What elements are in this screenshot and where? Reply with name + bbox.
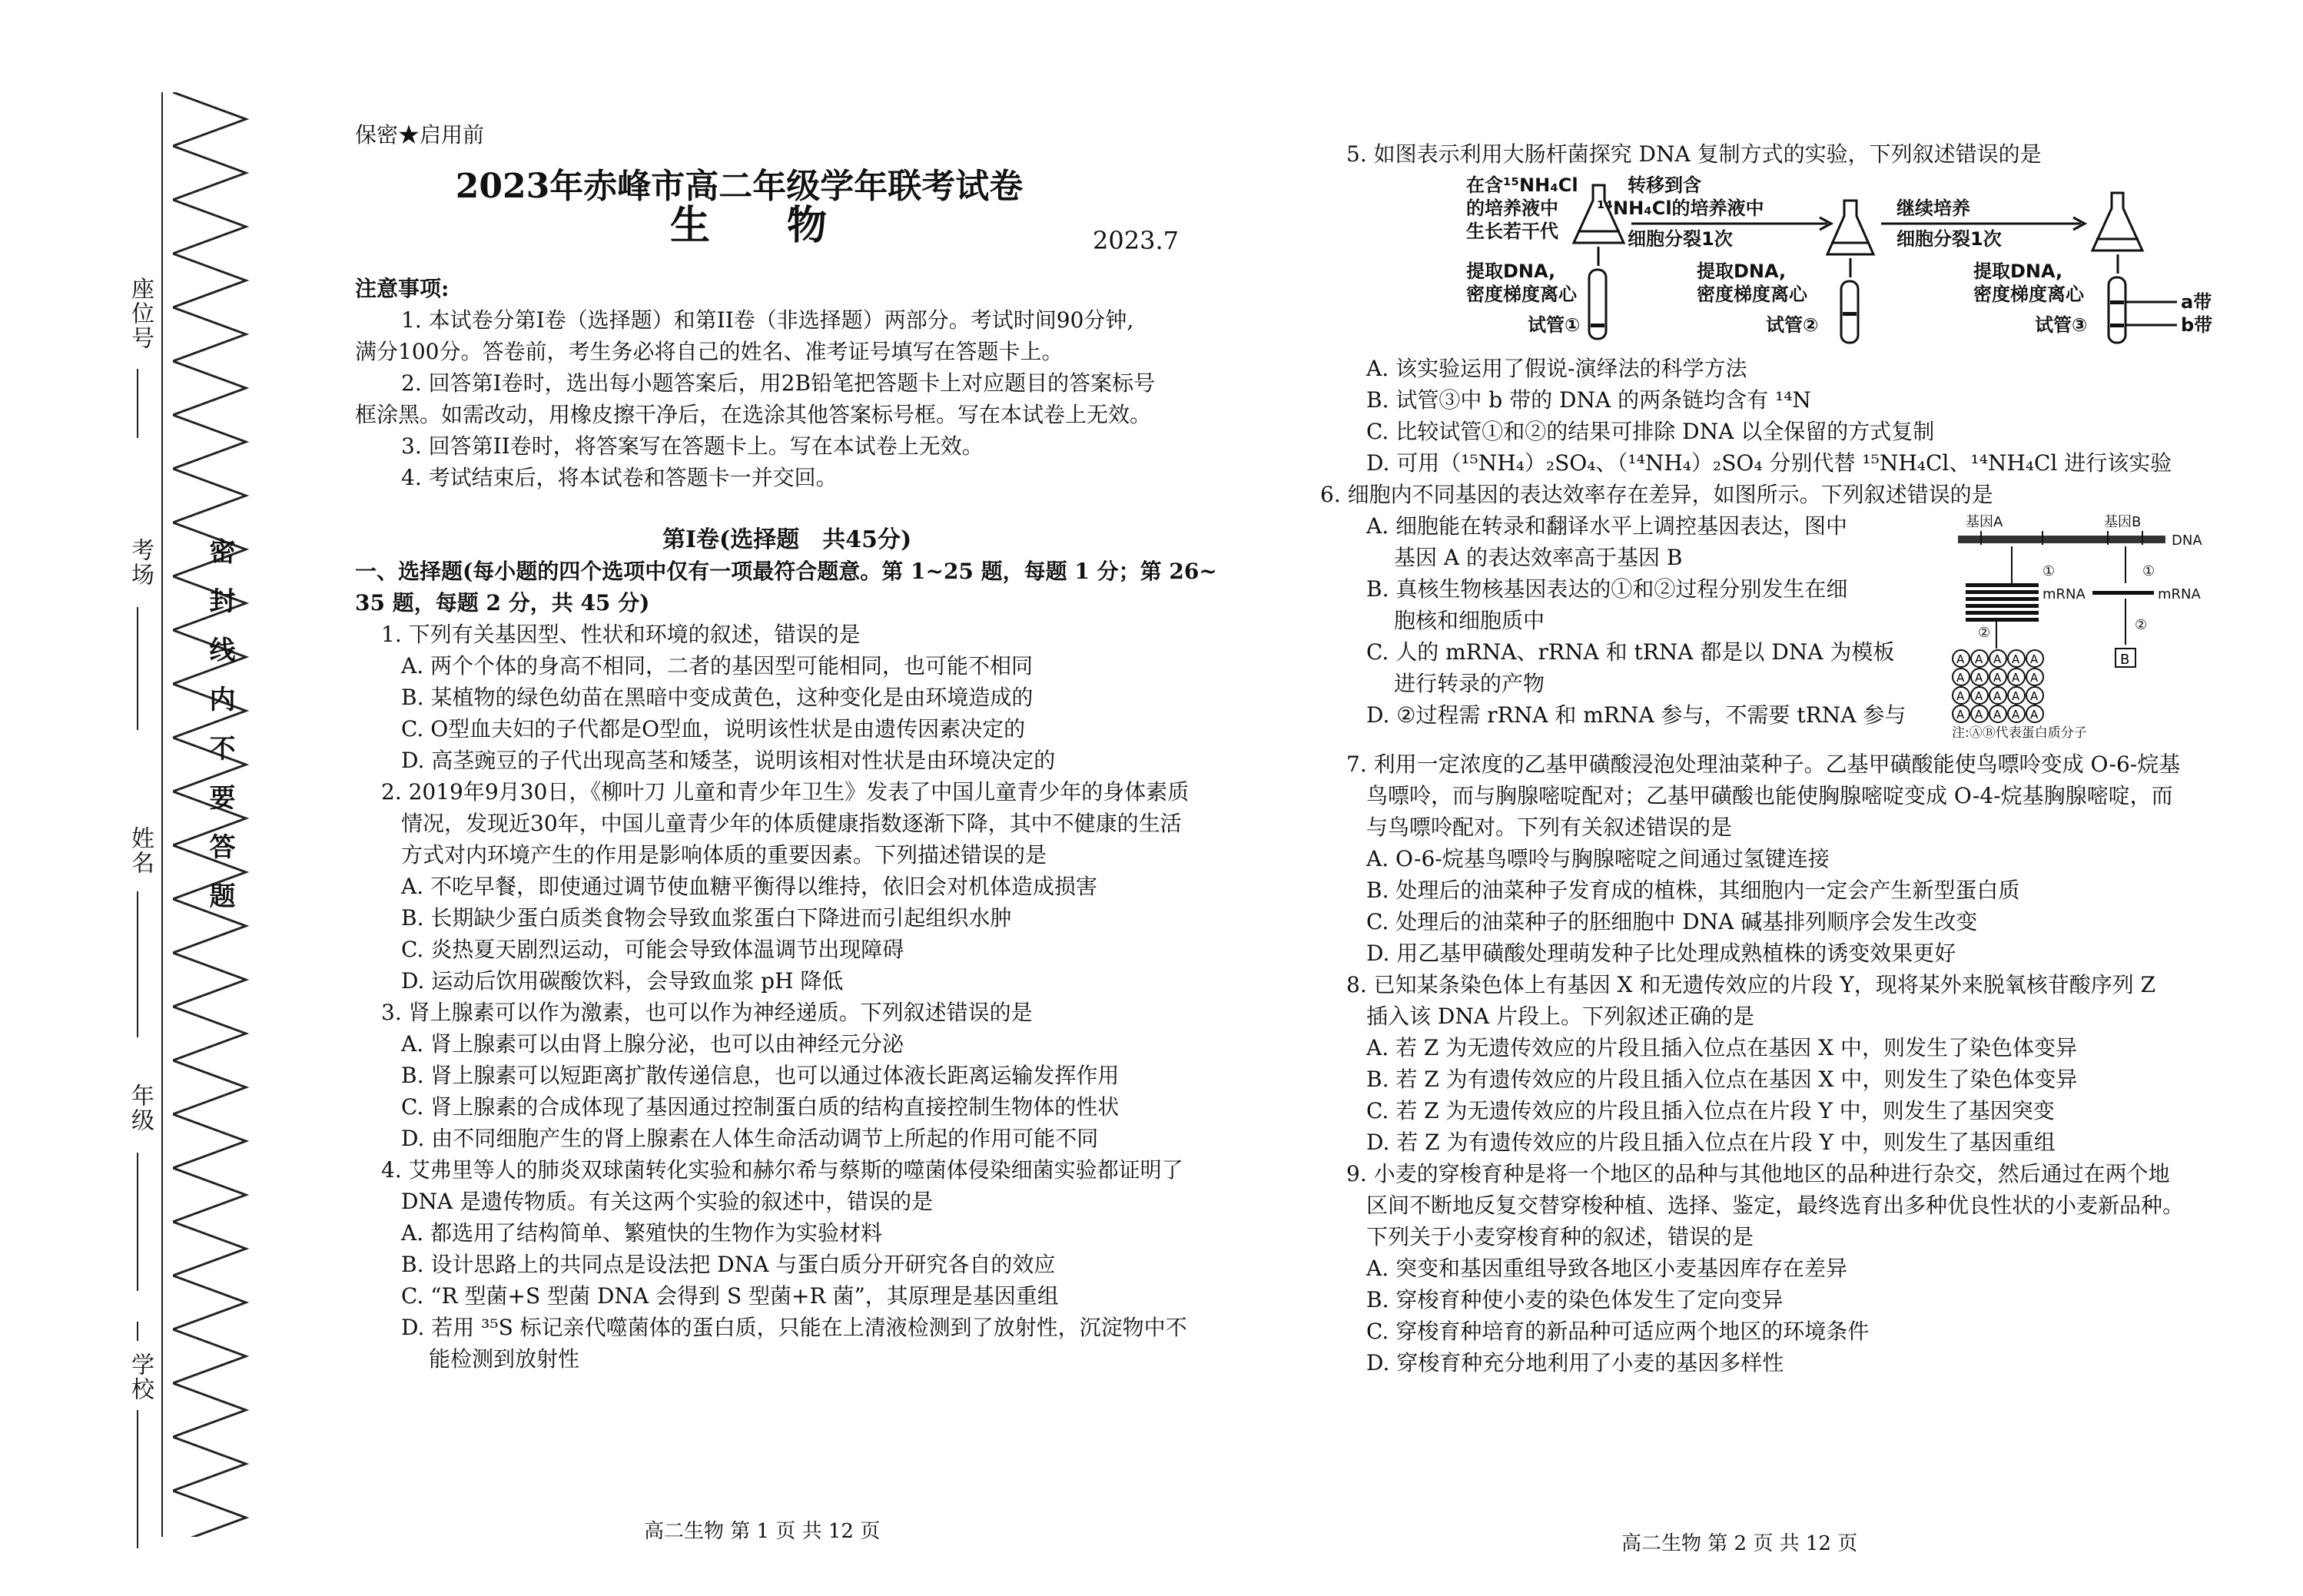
question-option: C. 处理后的油菜种子的胚细胞中 DNA 碱基排列顺序会发生改变 bbox=[1366, 909, 1978, 934]
question-stem: 鸟嘌呤，而与胸腺嘧啶配对；乙基甲磺酸也能使胸腺嘧啶变成 O-4-烷基胸腺嘧啶，而 bbox=[1366, 783, 2173, 808]
svg-text:A: A bbox=[1975, 689, 1983, 703]
question-option: A. O-6-烷基鸟嘌呤与胸腺嘧啶之间通过氢键连接 bbox=[1366, 846, 1830, 871]
q5-extract1-a: 提取DNA, bbox=[1466, 260, 1556, 282]
notes bbox=[355, 273, 1200, 493]
q5-option: B. 试管③中 b 带的 DNA 的两条链均含有 ¹⁴N bbox=[1366, 387, 1811, 413]
q5-stem: 5. 如图表示利用大肠杆菌探究 DNA 复制方式的实验，下列叙述错误的是 bbox=[1346, 141, 2042, 167]
q6-option: C. 人的 mRNA、rRNA 和 tRNA 都是以 DNA 为模板 bbox=[1366, 639, 1895, 665]
question-option: D. 用乙基甲磺酸处理萌发种子比处理成熟植株的诱变效果更好 bbox=[1366, 941, 1956, 966]
protein-a bbox=[2026, 669, 2043, 685]
q5-extract1-b: 密度梯度离心 bbox=[1466, 284, 1577, 305]
protein-a bbox=[1989, 705, 2006, 722]
section-intro: 35 题，每题 2 分，共 45 分) bbox=[355, 590, 650, 616]
note-line: 框涂黑。如需改动，用橡皮擦干净后，在选涂其他答案标号框。写在本试卷上无效。 bbox=[355, 402, 1152, 427]
flask-3 bbox=[2092, 193, 2142, 251]
q5-diagram bbox=[1466, 170, 2235, 347]
question-option: C. 肾上腺素的合成体现了基因通过控制蛋白质的结构直接控制生物体的性状 bbox=[401, 1094, 1120, 1120]
question-option: D. 若 Z 为有遗传效应的片段且插入位点在片段 Y 中，则发生了基因重组 bbox=[1366, 1130, 2056, 1155]
section-heading: 第I卷(选择题 共45分) bbox=[662, 526, 912, 553]
grade-label: 年级 bbox=[127, 1083, 154, 1133]
protein-a bbox=[2026, 650, 2043, 667]
question-option: C. “R 型菌+S 型菌 DNA 会得到 S 型菌+R 菌”，其原理是基因重组 bbox=[401, 1283, 1059, 1309]
question-option: A. 不吃早餐，即使通过调节使血糖平衡得以维持，依旧会对机体造成损害 bbox=[401, 874, 1098, 899]
q6-diagram bbox=[1950, 514, 2212, 745]
question-stem: 7. 利用一定浓度的乙基甲磺酸浸泡处理油菜种子。乙基甲磺酸能使鸟嘌呤变成 O-6-烷基 bbox=[1346, 752, 2181, 777]
grade-line bbox=[137, 1153, 138, 1291]
exam-room-line bbox=[137, 607, 138, 730]
mrna-b-label: mRNA bbox=[2158, 586, 2201, 602]
name-line bbox=[137, 891, 138, 1037]
question-option: B. 设计思路上的共同点是设法把 DNA 与蛋白质分开研究各自的效应 bbox=[401, 1252, 1056, 1277]
section-intro: 一、选择题(每小题的四个选项中仅有一项最符合题意。第 1~25 题，每题 1 分；第 26~ bbox=[355, 559, 1217, 584]
q5-tube3-label: 试管③ bbox=[2035, 314, 2088, 336]
question-stem: 4. 艾弗里等人的肺炎双球菌转化实验和赫尔希与蔡斯的噬菌体侵染细菌实验都证明了 bbox=[381, 1157, 1183, 1183]
protein-a bbox=[1953, 650, 1969, 667]
q5-tube2-label: 试管② bbox=[1766, 314, 1819, 336]
q5-arrow1-line2: ¹⁴NH₄Cl的培养液中 bbox=[1597, 197, 1764, 219]
q5-extract2-b: 密度梯度离心 bbox=[1697, 284, 1807, 305]
question-option: B. 长期缺少蛋白质类食物会导致血浆蛋白下降进而引起组织水肿 bbox=[401, 905, 1012, 931]
protein-a bbox=[2008, 705, 2025, 722]
left-page bbox=[355, 119, 1217, 1375]
question-stem: 8. 已知某条染色体上有基因 X 和无遗传效应的片段 Y，现将某外来脱氧核苷酸序列 Z bbox=[1346, 972, 2156, 997]
svg-text:A: A bbox=[1956, 708, 1965, 722]
tube-3 bbox=[2109, 277, 2125, 343]
question-option: B. 肾上腺素可以短距离扩散传递信息，也可以通过体液长距离运输发挥作用 bbox=[401, 1063, 1120, 1088]
svg-text:A: A bbox=[1956, 652, 1965, 666]
question-option: C. 穿梭育种培育的新品种可适应两个地区的环境条件 bbox=[1366, 1319, 1870, 1344]
margin-border-line bbox=[161, 92, 163, 1537]
step-1-a: ① bbox=[2043, 563, 2056, 579]
protein-a bbox=[1989, 669, 2006, 685]
question-option: A. 若 Z 为无遗传效应的片段且插入位点在基因 X 中，则发生了染色体变异 bbox=[1366, 1035, 2078, 1060]
right-page bbox=[1320, 138, 2288, 1379]
q6-option: 基因 A 的表达效率高于基因 B bbox=[1394, 545, 1683, 570]
dna-label: DNA bbox=[2172, 533, 2202, 549]
protein-b-label: B bbox=[2120, 652, 2130, 668]
question-option: B. 某植物的绿色幼苗在黑暗中变成黄色，这种变化是由环境造成的 bbox=[401, 685, 1034, 710]
protein-a bbox=[2008, 669, 2025, 685]
question-stem: 2. 2019年9月30日，《柳叶刀 儿童和青少年卫生》发表了中国儿童青少年的身体素质 bbox=[381, 779, 1190, 805]
q6-note: 注:ⒶⒷ代表蛋白质分子 bbox=[1952, 725, 2087, 741]
footer-left: 高二生物 第 1 页 共 12 页 bbox=[644, 1520, 881, 1543]
q5-arrow2-line1: 继续培养 bbox=[1896, 197, 1970, 219]
q5-extract2-a: 提取DNA, bbox=[1697, 260, 1787, 282]
svg-text:A: A bbox=[2030, 652, 2039, 666]
protein-a bbox=[1971, 650, 1988, 667]
question-stem: 插入该 DNA 片段上。下列叙述正确的是 bbox=[1366, 1004, 1754, 1029]
svg-text:A: A bbox=[2012, 671, 2020, 685]
question-option: C. 若 Z 为无遗传效应的片段且插入位点在片段 Y 中，则发生了基因突变 bbox=[1366, 1098, 2055, 1123]
protein-a bbox=[1953, 687, 1969, 704]
svg-text:A: A bbox=[1975, 708, 1983, 722]
question-stem: 1. 下列有关基因型、性状和环境的叙述，错误的是 bbox=[381, 622, 861, 647]
q6-stem: 6. 细胞内不同基因的表达效率存在差异，如图所示。下列叙述错误的是 bbox=[1320, 482, 1993, 507]
exam-date: 2023.7 bbox=[1093, 226, 1179, 255]
question-stem: 9. 小麦的穿梭育种是将一个地区的品种与其他地区的品种进行杂交，然后通过在两个地 bbox=[1346, 1161, 2170, 1186]
question-stem: 与鸟嘌呤配对。下列有关叙述错误的是 bbox=[1366, 815, 1733, 840]
svg-text:A: A bbox=[1993, 671, 2002, 685]
note-line: 1. 本试卷分第I卷（选择题）和第II卷（非选择题）两部分。考试时间90分钟, bbox=[401, 307, 1134, 333]
q5-tube1-label: 试管① bbox=[1528, 314, 1581, 336]
exam-room-label: 考场 bbox=[127, 538, 154, 587]
svg-text:A: A bbox=[1993, 689, 2002, 703]
question-option: D. 由不同细胞产生的肾上腺素在人体生命活动调节上所起的作用可能不同 bbox=[401, 1126, 1099, 1151]
note-line: 满分100分。答卷前，考生务必将自己的姓名、准考证号填写在答题卡上。 bbox=[355, 339, 1064, 364]
confidential-mark: 保密★启用前 bbox=[355, 122, 485, 148]
tube-1 bbox=[1589, 270, 1606, 339]
step-1-b: ① bbox=[2142, 563, 2155, 579]
svg-text:A: A bbox=[2012, 652, 2020, 666]
question-stem: 方式对内环境产生的作用是影响体质的重要因素。下列描述错误的是 bbox=[401, 842, 1047, 868]
step-2-a: ② bbox=[1978, 625, 1991, 641]
gene-a-label: 基因A bbox=[1966, 514, 2003, 530]
protein-a bbox=[1953, 705, 1969, 722]
q5-band-a: a带 bbox=[2181, 291, 2212, 313]
step-2-b: ② bbox=[2135, 617, 2148, 633]
footer-right: 高二生物 第 2 页 共 12 页 bbox=[1621, 1532, 1858, 1555]
svg-text:A: A bbox=[1956, 689, 1965, 703]
seat-label: 座位号 bbox=[127, 277, 154, 350]
question-option: D. 运动后饮用碳酸饮料，会导致血浆 pH 降低 bbox=[401, 968, 844, 994]
school-label: 学校 bbox=[127, 1352, 154, 1402]
school-line bbox=[137, 1410, 138, 1548]
q6-option: B. 真核生物核基因表达的①和②过程分别发生在细 bbox=[1366, 576, 1848, 602]
protein-a bbox=[1953, 669, 1969, 685]
svg-text:A: A bbox=[2030, 689, 2039, 703]
protein-a bbox=[2026, 687, 2043, 704]
q5-option: A. 该实验运用了假说-演绎法的科学方法 bbox=[1366, 356, 1747, 381]
seal-text: 密封线内不要答题 bbox=[204, 538, 235, 931]
question-option: A. 两个个体的身高不相同，二者的基因型可能相同，也可能不相同 bbox=[401, 653, 1034, 679]
question-option: B. 处理后的油菜种子发育成的植株，其细胞内一定会产生新型蛋白质 bbox=[1366, 878, 2020, 903]
right-questions bbox=[1320, 748, 2288, 1379]
question-stem: 下列关于小麦穿梭育种的叙述，错误的是 bbox=[1366, 1224, 1754, 1249]
question-option: C. 炎热夏天剧烈运动，可能会导致体温调节出现障碍 bbox=[401, 937, 904, 962]
question-option: D. 若用 ³⁵S 标记亲代噬菌体的蛋白质，只能在上清液检测到了放射性，沉淀物中不 bbox=[401, 1315, 1187, 1340]
q5-box1-line1: 在含¹⁵NH₄Cl bbox=[1466, 174, 1578, 196]
question-option: B. 穿梭育种使小麦的染色体发生了定向变异 bbox=[1366, 1287, 1784, 1312]
name-label: 姓名 bbox=[127, 826, 154, 875]
svg-text:A: A bbox=[2030, 708, 2039, 722]
note-line: 3. 回答第II卷时，将答案写在答题卡上。写在本试卷上无效。 bbox=[401, 433, 984, 459]
gene-b-label: 基因B bbox=[2104, 514, 2142, 530]
svg-text:A: A bbox=[2030, 671, 2039, 685]
school-line-top bbox=[137, 1322, 138, 1341]
svg-text:A: A bbox=[2012, 708, 2020, 722]
svg-text:A: A bbox=[2012, 689, 2020, 703]
question-option: A. 肾上腺素可以由肾上腺分泌，也可以由神经元分泌 bbox=[401, 1031, 904, 1057]
question-option: A. 都选用了结构简单、繁殖快的生物作为实验材料 bbox=[401, 1220, 883, 1246]
question-stem: 情况，发现近30年，中国儿童青少年的体质健康指数逐渐下降，其中不健康的生活 bbox=[401, 811, 1182, 836]
svg-text:A: A bbox=[1975, 671, 1983, 685]
q5-extract3-b: 密度梯度离心 bbox=[1973, 284, 2084, 305]
q5-box1-line2: 的培养液中 bbox=[1466, 197, 1558, 219]
exam-title: 2023年赤峰市高二年级学年联考试卷 bbox=[455, 167, 1024, 206]
question-stem: 3. 肾上腺素可以作为激素，也可以作为神经递质。下列叙述错误的是 bbox=[381, 1000, 1033, 1025]
left-questions bbox=[355, 619, 1200, 1375]
q5-option: D. 可用（¹⁵NH₄）₂SO₄、（¹⁴NH₄）₂SO₄ 分别代替 ¹⁵NH₄Cl、¹⁴NH₄Cl 进行该实验 bbox=[1366, 450, 2172, 476]
q6-option: D. ②过程需 rRNA 和 mRNA 参与，不需要 tRNA 参与 bbox=[1366, 702, 1906, 728]
notes-title: 注意事项: bbox=[355, 276, 450, 301]
seat-line bbox=[137, 369, 138, 438]
q6-option: 胞核和细胞质中 bbox=[1394, 608, 1545, 633]
protein-a bbox=[2026, 705, 2043, 722]
protein-a bbox=[1971, 687, 1988, 704]
note-line: 4. 考试结束后，将本试卷和答题卡一并交回。 bbox=[401, 465, 838, 490]
q5-option: C. 比较试管①和②的结果可排除 DNA 以全保留的方式复制 bbox=[1366, 419, 1935, 444]
svg-text:A: A bbox=[1975, 652, 1983, 666]
q6-option: A. 细胞能在转录和翻译水平上调控基因表达，图中 bbox=[1366, 513, 1848, 539]
question-option: B. 若 Z 为有遗传效应的片段且插入位点在基因 X 中，则发生了染色体变异 bbox=[1366, 1067, 2078, 1092]
q5-extract3-a: 提取DNA, bbox=[1973, 260, 2063, 282]
q5-band-b: b带 bbox=[2181, 314, 2213, 336]
q5-arrow1-line3: 细胞分裂1次 bbox=[1628, 228, 1733, 250]
protein-a bbox=[1989, 650, 2006, 667]
mrna-a-label: mRNA bbox=[2043, 586, 2086, 602]
binding-margin bbox=[0, 0, 254, 1596]
protein-a bbox=[2008, 687, 2025, 704]
svg-text:A: A bbox=[1993, 708, 2002, 722]
q6-option: 进行转录的产物 bbox=[1394, 671, 1545, 696]
question-option: 能检测到放射性 bbox=[429, 1346, 580, 1372]
question-option: C. O型血夫妇的子代都是O型血，说明该性状是由遗传因素决定的 bbox=[401, 716, 1026, 742]
svg-text:A: A bbox=[1956, 671, 1965, 685]
protein-a bbox=[1971, 705, 1988, 722]
question-option: D. 穿梭育种充分地利用了小麦的基因多样性 bbox=[1366, 1350, 1784, 1375]
question-option: A. 突变和基因重组导致各地区小麦基因库存在差异 bbox=[1366, 1256, 1848, 1281]
question-stem: DNA 是遗传物质。有关这两个实验的叙述中，错误的是 bbox=[401, 1189, 934, 1214]
q5-arrow2-line2: 细胞分裂1次 bbox=[1896, 228, 2002, 250]
question-option: D. 高茎豌豆的子代出现高茎和矮茎，说明该相对性状是由环境决定的 bbox=[401, 748, 1056, 773]
subject-title: 生物 bbox=[670, 202, 904, 249]
protein-a-group bbox=[1953, 650, 2043, 722]
question-stem: 区间不断地反复交替穿梭种植、选择、鉴定，最终选育出多种优良性状的小麦新品种。 bbox=[1366, 1193, 2185, 1218]
note-line: 2. 回答第I卷时，选出每小题答案后，用2B铅笔把答题卡上对应题目的答案标号 bbox=[401, 370, 1156, 396]
q5-arrow1-line1: 转移到含 bbox=[1628, 174, 1701, 196]
protein-a bbox=[1971, 669, 1988, 685]
svg-text:A: A bbox=[1993, 652, 2002, 666]
q5-box1-line3: 生长若干代 bbox=[1466, 221, 1558, 242]
protein-a bbox=[2008, 650, 2025, 667]
protein-a bbox=[1989, 687, 2006, 704]
flask-2 bbox=[1827, 201, 1873, 254]
